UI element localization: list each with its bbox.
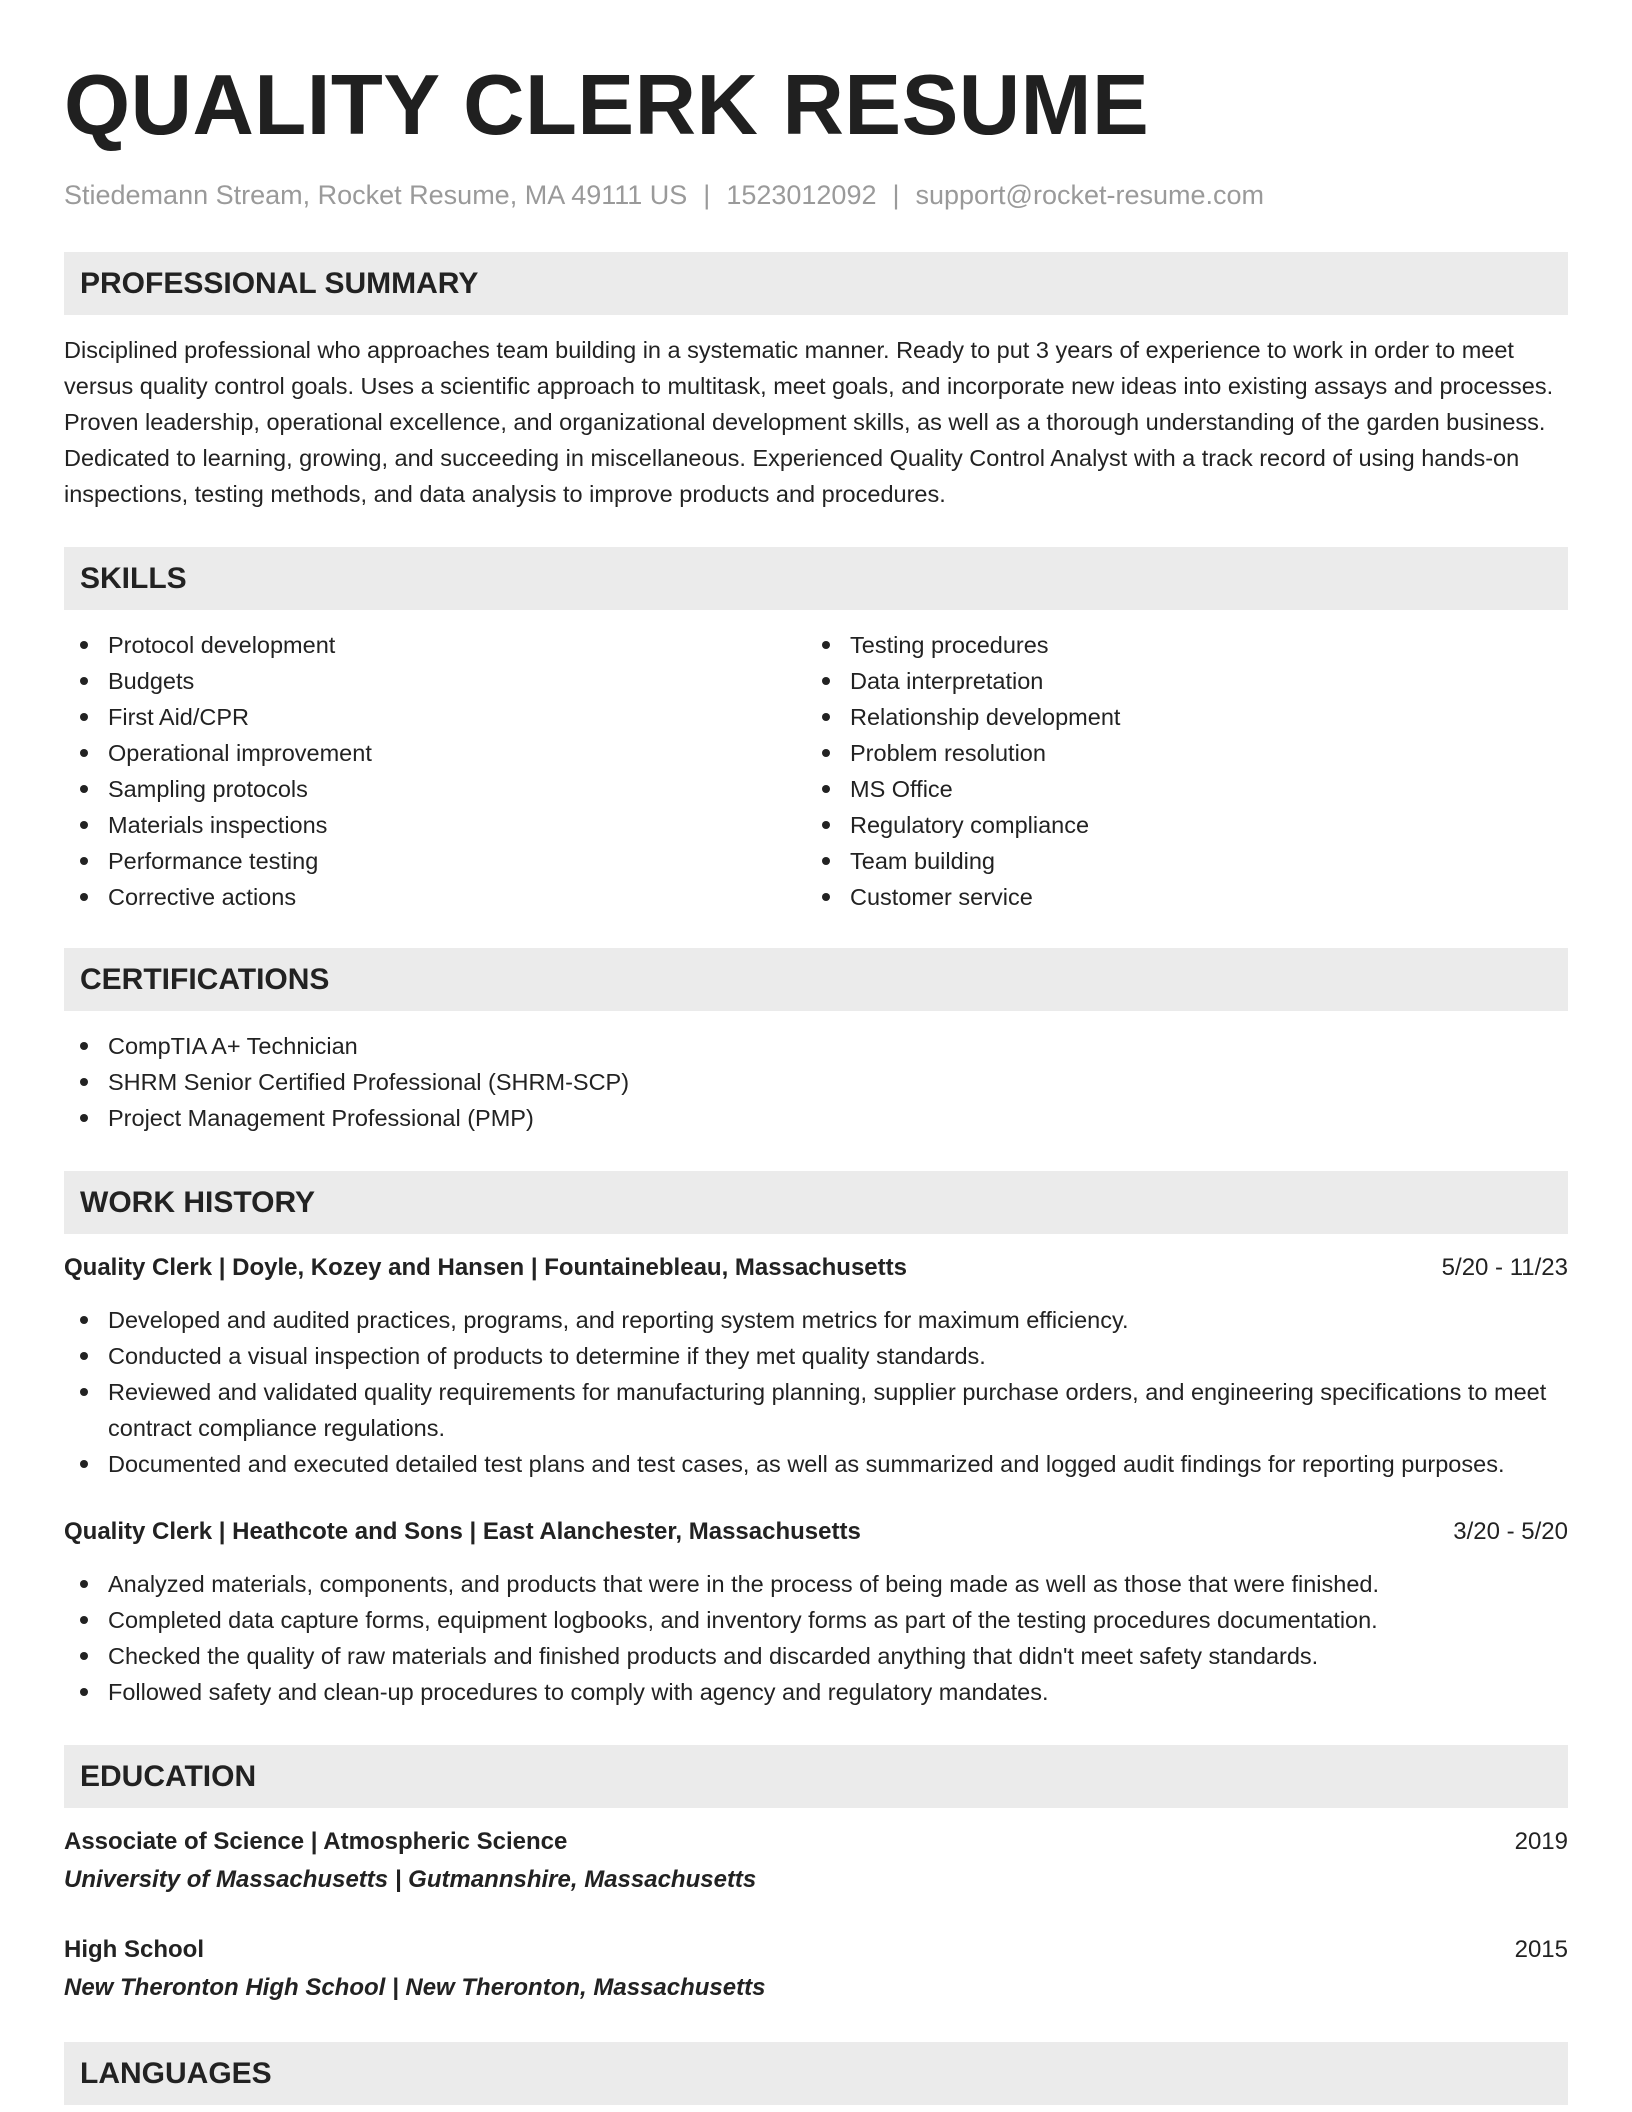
skill-item: Operational improvement — [64, 735, 806, 771]
section-heading-summary: PROFESSIONAL SUMMARY — [64, 252, 1568, 315]
education-entry — [64, 1824, 1568, 1898]
section-heading-certifications: CERTIFICATIONS — [64, 948, 1568, 1011]
skill-item: MS Office — [806, 771, 1548, 807]
skills-column-right — [806, 627, 1548, 915]
certification-item: CompTIA A+ Technician — [64, 1028, 1568, 1064]
contact-separator: | — [703, 180, 711, 210]
skill-item: Corrective actions — [64, 879, 806, 915]
job-title: Quality Clerk | Heathcote and Sons | East Alanchester, Massachusetts — [64, 1518, 861, 1545]
contact-separator: | — [892, 180, 900, 210]
skill-item: Team building — [806, 843, 1548, 879]
skill-item: Budgets — [64, 663, 806, 699]
job-header — [64, 1250, 1568, 1286]
skill-item: First Aid/CPR — [64, 699, 806, 735]
job-bullet: Documented and executed detailed test plans and test cases, as well as summarized and logged audit findings for reporting purposes. — [64, 1446, 1568, 1482]
job-bullets — [64, 1566, 1568, 1710]
job-dates: 3/20 - 5/20 — [1453, 1518, 1568, 1545]
education-entry — [64, 1932, 1568, 2006]
skill-item: Materials inspections — [64, 807, 806, 843]
contact-address: Stiedemann Stream, Rocket Resume, MA 49111 US — [64, 180, 688, 210]
education-year: 2019 — [1514, 1828, 1568, 1855]
skill-item: Protocol development — [64, 627, 806, 663]
certifications-list — [64, 1028, 1568, 1136]
job-bullets — [64, 1302, 1568, 1482]
summary-text: Disciplined professional who approaches team building in a systematic manner. Ready to put 3 years of experience to work in order to meet versus quality control goals. Uses a scientific approach to multitask, meet goals, and incorporate new ideas into existing assays and processes. Proven leadership, operational excellence, and organizational development skills, as well as a thorough understanding of the garden business. Dedicated to learning, growing, and succeeding in miscellaneous. Experienced Quality Control Analyst with a track record of using hands-on inspections, testing methods, and data analysis to improve products and procedures. — [64, 337, 1554, 507]
certification-item: SHRM Senior Certified Professional (SHRM-SCP) — [64, 1064, 1568, 1100]
job-title: Quality Clerk | Doyle, Kozey and Hansen | Fountainebleau, Massachusetts — [64, 1254, 907, 1281]
job-bullet: Checked the quality of raw materials and finished products and discarded anything that didn't meet safety standards. — [64, 1638, 1568, 1674]
contact-phone: 1523012092 — [726, 180, 877, 210]
section-heading-education: EDUCATION — [64, 1745, 1568, 1808]
education-header — [64, 1932, 1568, 1968]
section-heading-languages: LANGUAGES — [64, 2042, 1568, 2105]
certification-item: Project Management Professional (PMP) — [64, 1100, 1568, 1136]
job-bullet: Developed and audited practices, programs, and reporting system metrics for maximum efficiency. — [64, 1302, 1568, 1338]
skill-item: Problem resolution — [806, 735, 1548, 771]
skill-item: Sampling protocols — [64, 771, 806, 807]
section-heading-skills: SKILLS — [64, 547, 1568, 610]
skills-column-left — [64, 627, 806, 915]
education-school: New Theronton High School | New Theronton, Massachusetts — [64, 1974, 766, 2001]
education-school: University of Massachusetts | Gutmannshire, Massachusetts — [64, 1866, 757, 1893]
education-degree: High School — [64, 1936, 204, 1963]
job-entry — [64, 1250, 1568, 1482]
job-header — [64, 1514, 1568, 1550]
job-dates: 5/20 - 11/23 — [1441, 1254, 1568, 1281]
education-degree: Associate of Science | Atmospheric Science — [64, 1828, 568, 1855]
skill-item: Performance testing — [64, 843, 806, 879]
job-bullet: Conducted a visual inspection of products to determine if they met quality standards. — [64, 1338, 1568, 1374]
skill-item: Data interpretation — [806, 663, 1548, 699]
job-bullet: Completed data capture forms, equipment logbooks, and inventory forms as part of the testing procedures documentation. — [64, 1602, 1568, 1638]
skill-item: Regulatory compliance — [806, 807, 1548, 843]
job-entry — [64, 1514, 1568, 1710]
education-header — [64, 1824, 1568, 1860]
skill-item: Customer service — [806, 879, 1548, 915]
skill-item: Relationship development — [806, 699, 1548, 735]
contact-line — [64, 178, 1568, 212]
skills-grid — [64, 627, 1568, 915]
education-year: 2015 — [1514, 1936, 1568, 1963]
section-heading-work-history: WORK HISTORY — [64, 1171, 1568, 1234]
job-bullet: Reviewed and validated quality requirements for manufacturing planning, supplier purchase orders, and engineering specifications to meet contract compliance regulations. — [64, 1374, 1568, 1446]
job-bullet: Analyzed materials, components, and products that were in the process of being made as well as those that were finished. — [64, 1566, 1568, 1602]
contact-email[interactable]: support@rocket-resume.com — [915, 180, 1265, 210]
skill-item: Testing procedures — [806, 627, 1548, 663]
resume-title: QUALITY CLERK RESUME — [64, 58, 1150, 153]
job-bullet: Followed safety and clean-up procedures to comply with agency and regulatory mandates. — [64, 1674, 1568, 1710]
